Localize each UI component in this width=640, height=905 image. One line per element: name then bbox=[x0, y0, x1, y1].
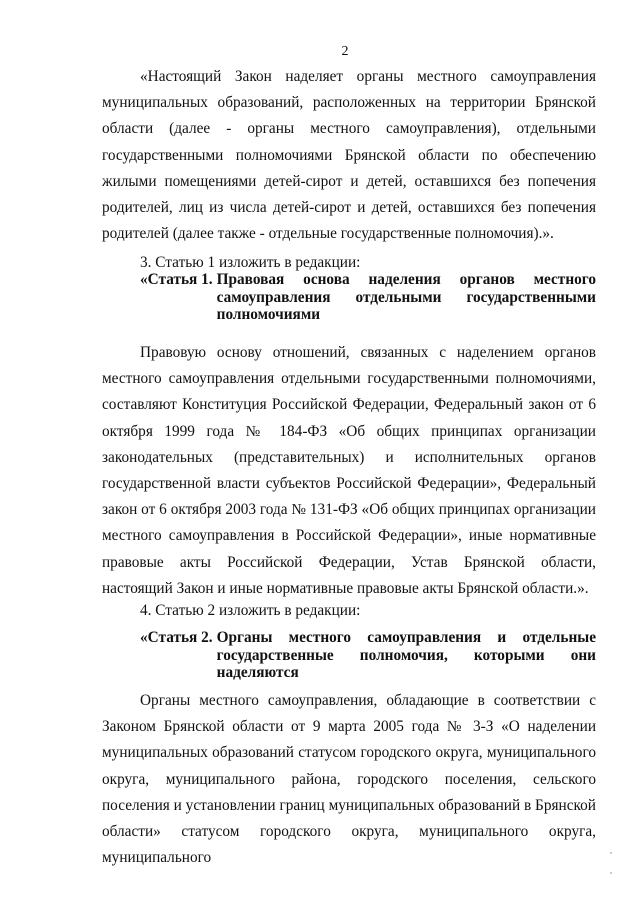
paragraph-law-preamble: «Настоящий Закон наделяет органы местного самоуправления муниципальных образований, расположенных на территории Брянской области (далее - органы местного самоуправления), отдельными государственными полномочиями Брянской области по обеспечению жилыми помещениями детей-сирот и детей, оставшихся без попечения родителей, лиц из числа детей-сирот и детей, оставшихся без попечения родителей (далее также - отдельные государственные полномочия).». bbox=[102, 68, 596, 243]
scan-speck bbox=[610, 852, 612, 854]
paragraph-amendment-4: 4. Статью 2 изложить в редакции: bbox=[140, 602, 361, 619]
article-2-title: Органы местного самоуправления и отдельные государственные полномочия, которыми они наделяются bbox=[216, 629, 596, 681]
paragraph-legal-basis: Правовую основу отношений, связанных с наделением органов местного самоуправления отдельными государственными полномочиями, составляют Конституция Российской Федерации, Федеральный закон от 6 октября 1999 года № 184-ФЗ «Об общих принципах организации законодательных (представительных) и исполнительных органов государственной власти субъектов Российской Федерации», Федеральный закон от 6 октября 2003 года № 131-ФЗ «Об общих принципах организации местного самоуправления в Российской Федерации», иные нормативные правовые акты Российской Федерации, Устав Брянской области, настоящий Закон и иные нормативные правовые акты Брянской области.». bbox=[102, 344, 596, 597]
article-2-label: «Статья 2. bbox=[140, 629, 213, 646]
paragraph-local-authorities: Органы местного самоуправления, обладающие в соответствии с Законом Брянской области от 9 марта 2005 года № 3-З «О наделении муниципальных образований статусом городского округа, муниципального округа, муниципального района, городского поселения, сельского поселения и установлении границ муниципальных образований в Брянской области» статусом городского округа, муниципального округа, муниципального bbox=[102, 692, 596, 867]
scan-speck bbox=[610, 872, 612, 874]
article-1-label: «Статья 1. bbox=[140, 271, 213, 288]
page-number: 2 bbox=[341, 44, 349, 59]
article-2-heading bbox=[140, 629, 596, 682]
paragraph-amendment-3: 3. Статью 1 изложить в редакции: bbox=[140, 254, 361, 271]
article-1-heading bbox=[140, 271, 596, 324]
article-1-title: Правовая основа наделения органов местного самоуправления отдельными государственными полномочиями bbox=[216, 271, 596, 323]
